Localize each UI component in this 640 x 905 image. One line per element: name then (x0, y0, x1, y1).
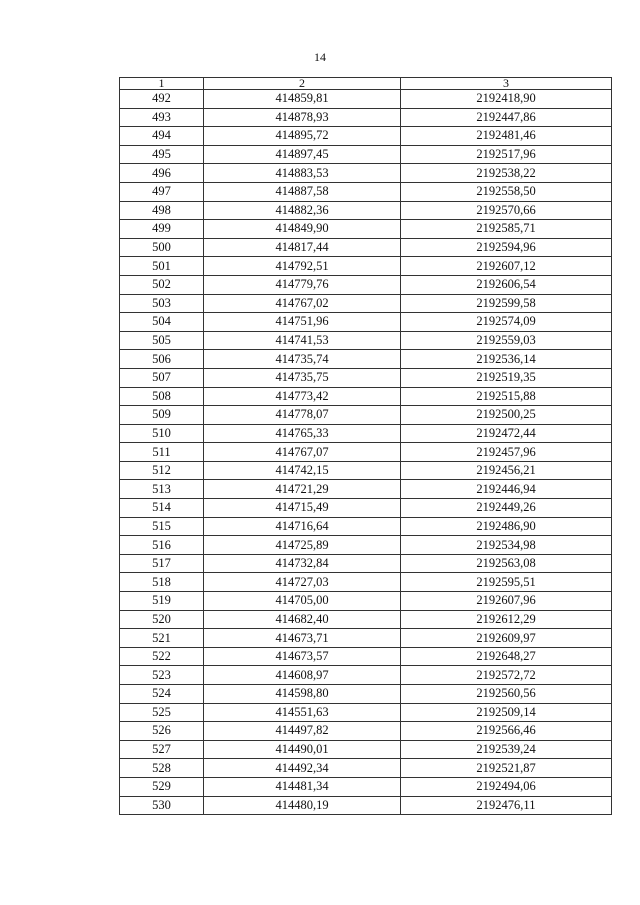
table-row (120, 759, 612, 778)
x-coordinate-cell: 414778,07 (204, 406, 401, 425)
y-coordinate-cell: 2192648,27 (401, 647, 612, 666)
y-coordinate-cell: 2192607,12 (401, 257, 612, 276)
y-coordinate-cell: 2192607,96 (401, 592, 612, 611)
x-coordinate-cell: 414897,45 (204, 145, 401, 164)
x-coordinate-cell: 414773,42 (204, 387, 401, 406)
point-number-cell: 510 (120, 424, 204, 443)
page-number: 14 (314, 50, 326, 64)
point-number-cell: 506 (120, 350, 204, 369)
x-coordinate-cell: 414741,53 (204, 331, 401, 350)
point-number-cell: 513 (120, 480, 204, 499)
x-coordinate-cell: 414735,74 (204, 350, 401, 369)
y-coordinate-cell: 2192418,90 (401, 90, 612, 109)
x-coordinate-cell: 414551,63 (204, 703, 401, 722)
x-coordinate-cell: 414849,90 (204, 220, 401, 239)
table-row (120, 201, 612, 220)
x-coordinate-cell: 414859,81 (204, 90, 401, 109)
x-coordinate-cell: 414735,75 (204, 368, 401, 387)
x-coordinate-cell: 414705,00 (204, 592, 401, 611)
y-coordinate-cell: 2192606,54 (401, 275, 612, 294)
point-number-cell: 500 (120, 238, 204, 257)
y-coordinate-cell: 2192538,22 (401, 164, 612, 183)
table-row (120, 722, 612, 741)
point-number-cell: 495 (120, 145, 204, 164)
y-coordinate-cell: 2192476,11 (401, 796, 612, 815)
point-number-cell: 521 (120, 629, 204, 648)
table-row (120, 220, 612, 239)
table-row (120, 499, 612, 518)
point-number-cell: 493 (120, 108, 204, 127)
x-coordinate-cell: 414732,84 (204, 554, 401, 573)
point-number-cell: 508 (120, 387, 204, 406)
y-coordinate-cell: 2192609,97 (401, 629, 612, 648)
column-header-2: 2 (204, 78, 401, 90)
x-coordinate-cell: 414716,64 (204, 517, 401, 536)
y-coordinate-cell: 2192517,96 (401, 145, 612, 164)
point-number-cell: 525 (120, 703, 204, 722)
table-row (120, 480, 612, 499)
table-row (120, 275, 612, 294)
table-row (120, 536, 612, 555)
y-coordinate-cell: 2192566,46 (401, 722, 612, 741)
x-coordinate-cell: 414490,01 (204, 740, 401, 759)
point-number-cell: 520 (120, 610, 204, 629)
x-coordinate-cell: 414480,19 (204, 796, 401, 815)
x-coordinate-cell: 414895,72 (204, 127, 401, 146)
table-row (120, 127, 612, 146)
point-number-cell: 526 (120, 722, 204, 741)
x-coordinate-cell: 414727,03 (204, 573, 401, 592)
x-coordinate-cell: 414673,71 (204, 629, 401, 648)
x-coordinate-cell: 414715,49 (204, 499, 401, 518)
table-row (120, 238, 612, 257)
y-coordinate-cell: 2192447,86 (401, 108, 612, 127)
x-coordinate-cell: 414725,89 (204, 536, 401, 555)
table-row (120, 685, 612, 704)
table-row (120, 145, 612, 164)
table-row (120, 424, 612, 443)
point-number-cell: 518 (120, 573, 204, 592)
x-coordinate-cell: 414673,57 (204, 647, 401, 666)
y-coordinate-cell: 2192521,87 (401, 759, 612, 778)
point-number-cell: 492 (120, 90, 204, 109)
table-row (120, 443, 612, 462)
table-row (120, 257, 612, 276)
y-coordinate-cell: 2192536,14 (401, 350, 612, 369)
table-row (120, 331, 612, 350)
point-number-cell: 523 (120, 666, 204, 685)
table-row (120, 313, 612, 332)
table-row (120, 703, 612, 722)
x-coordinate-cell: 414767,02 (204, 294, 401, 313)
point-number-cell: 509 (120, 406, 204, 425)
point-number-cell: 514 (120, 499, 204, 518)
table-row (120, 368, 612, 387)
point-number-cell: 511 (120, 443, 204, 462)
table-row (120, 647, 612, 666)
table-row (120, 573, 612, 592)
y-coordinate-cell: 2192558,50 (401, 182, 612, 201)
y-coordinate-cell: 2192509,14 (401, 703, 612, 722)
table-row (120, 610, 612, 629)
y-coordinate-cell: 2192585,71 (401, 220, 612, 239)
x-coordinate-cell: 414887,58 (204, 182, 401, 201)
y-coordinate-cell: 2192515,88 (401, 387, 612, 406)
column-header-1: 1 (120, 78, 204, 90)
point-number-cell: 530 (120, 796, 204, 815)
y-coordinate-cell: 2192572,72 (401, 666, 612, 685)
y-coordinate-cell: 2192494,06 (401, 777, 612, 796)
x-coordinate-cell: 414481,34 (204, 777, 401, 796)
y-coordinate-cell: 2192456,21 (401, 461, 612, 480)
y-coordinate-cell: 2192574,09 (401, 313, 612, 332)
x-coordinate-cell: 414792,51 (204, 257, 401, 276)
y-coordinate-cell: 2192595,51 (401, 573, 612, 592)
point-number-cell: 528 (120, 759, 204, 778)
point-number-cell: 527 (120, 740, 204, 759)
point-number-cell: 522 (120, 647, 204, 666)
table-row (120, 387, 612, 406)
table-row (120, 108, 612, 127)
y-coordinate-cell: 2192534,98 (401, 536, 612, 555)
point-number-cell: 524 (120, 685, 204, 704)
point-number-cell: 504 (120, 313, 204, 332)
y-coordinate-cell: 2192559,03 (401, 331, 612, 350)
y-coordinate-cell: 2192500,25 (401, 406, 612, 425)
x-coordinate-cell: 414608,97 (204, 666, 401, 685)
y-coordinate-cell: 2192486,90 (401, 517, 612, 536)
table-row (120, 294, 612, 313)
y-coordinate-cell: 2192539,24 (401, 740, 612, 759)
point-number-cell: 499 (120, 220, 204, 239)
table-row (120, 350, 612, 369)
point-number-cell: 497 (120, 182, 204, 201)
point-number-cell: 496 (120, 164, 204, 183)
x-coordinate-cell: 414817,44 (204, 238, 401, 257)
y-coordinate-cell: 2192457,96 (401, 443, 612, 462)
column-header-3: 3 (401, 78, 612, 90)
point-number-cell: 515 (120, 517, 204, 536)
x-coordinate-cell: 414751,96 (204, 313, 401, 332)
point-number-cell: 512 (120, 461, 204, 480)
point-number-cell: 507 (120, 368, 204, 387)
x-coordinate-cell: 414497,82 (204, 722, 401, 741)
point-number-cell: 503 (120, 294, 204, 313)
table-row (120, 592, 612, 611)
x-coordinate-cell: 414598,80 (204, 685, 401, 704)
x-coordinate-cell: 414883,53 (204, 164, 401, 183)
point-number-cell: 505 (120, 331, 204, 350)
x-coordinate-cell: 414682,40 (204, 610, 401, 629)
point-number-cell: 516 (120, 536, 204, 555)
coordinates-table (119, 77, 612, 815)
point-number-cell: 498 (120, 201, 204, 220)
y-coordinate-cell: 2192472,44 (401, 424, 612, 443)
point-number-cell: 501 (120, 257, 204, 276)
x-coordinate-cell: 414492,34 (204, 759, 401, 778)
x-coordinate-cell: 414721,29 (204, 480, 401, 499)
table-row (120, 461, 612, 480)
x-coordinate-cell: 414882,36 (204, 201, 401, 220)
point-number-cell: 494 (120, 127, 204, 146)
table-row (120, 777, 612, 796)
y-coordinate-cell: 2192563,08 (401, 554, 612, 573)
table-row (120, 406, 612, 425)
table-row (120, 666, 612, 685)
table-row (120, 629, 612, 648)
x-coordinate-cell: 414878,93 (204, 108, 401, 127)
table-row (120, 164, 612, 183)
table-body (120, 90, 612, 815)
y-coordinate-cell: 2192612,29 (401, 610, 612, 629)
y-coordinate-cell: 2192599,58 (401, 294, 612, 313)
table-row (120, 90, 612, 109)
x-coordinate-cell: 414742,15 (204, 461, 401, 480)
table-header-row (120, 78, 612, 90)
table-row (120, 554, 612, 573)
x-coordinate-cell: 414765,33 (204, 424, 401, 443)
x-coordinate-cell: 414767,07 (204, 443, 401, 462)
table-row (120, 796, 612, 815)
point-number-cell: 529 (120, 777, 204, 796)
y-coordinate-cell: 2192446,94 (401, 480, 612, 499)
point-number-cell: 517 (120, 554, 204, 573)
y-coordinate-cell: 2192481,46 (401, 127, 612, 146)
y-coordinate-cell: 2192449,26 (401, 499, 612, 518)
table-row (120, 517, 612, 536)
y-coordinate-cell: 2192570,66 (401, 201, 612, 220)
point-number-cell: 519 (120, 592, 204, 611)
table-row (120, 740, 612, 759)
x-coordinate-cell: 414779,76 (204, 275, 401, 294)
y-coordinate-cell: 2192519,35 (401, 368, 612, 387)
point-number-cell: 502 (120, 275, 204, 294)
table-row (120, 182, 612, 201)
y-coordinate-cell: 2192560,56 (401, 685, 612, 704)
y-coordinate-cell: 2192594,96 (401, 238, 612, 257)
